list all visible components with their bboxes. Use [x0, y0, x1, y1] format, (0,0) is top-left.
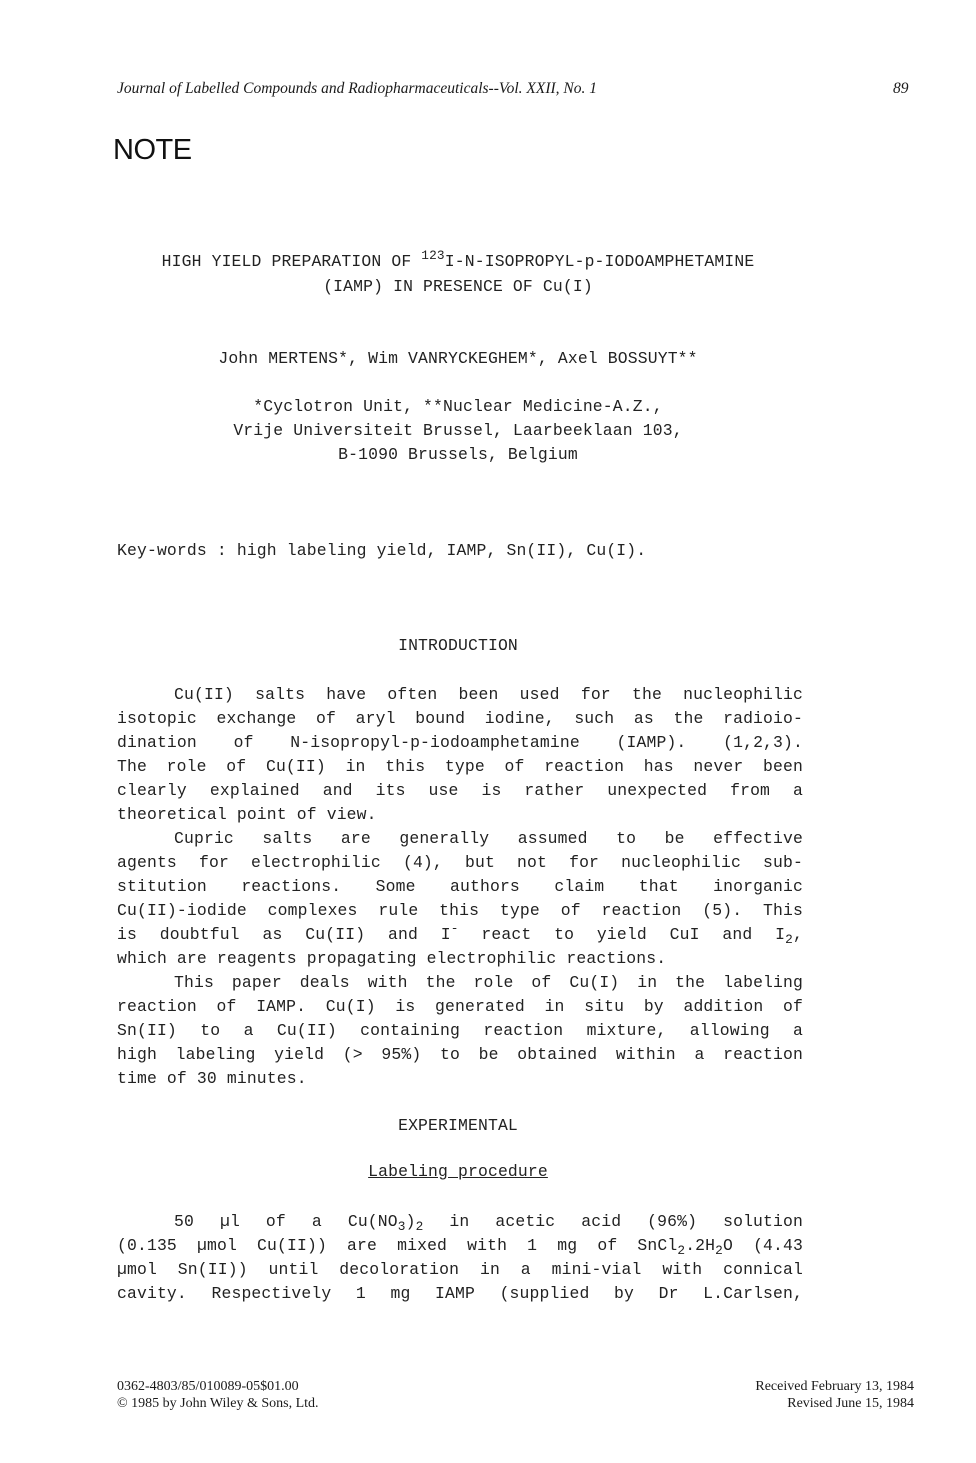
revised-date: Revised June 15, 1984	[787, 1396, 914, 1411]
title-line-2: (IAMP) IN PRESENCE OF Cu(I)	[323, 277, 593, 296]
authors: John MERTENS*, Wim VANRYCKEGHEM*, Axel BOSSUYT**	[218, 349, 698, 368]
text-line: Cupric salts are generally assumed to be effective	[174, 829, 803, 848]
text-line: (0.135 µmol Cu(II)) are mixed with 1 mg of $SnCl_2.2H_2O$ (4.43	[117, 1236, 803, 1258]
text-line: time of 30 minutes.	[117, 1069, 307, 1088]
text-line: Cu(II) salts have often been used for the nucleophilic	[174, 685, 803, 704]
footer-code: 0362-4803/85/010089-05$01.00	[117, 1379, 299, 1394]
experimental-heading: EXPERIMENTAL	[398, 1116, 518, 1135]
footer-copyright	[117, 1378, 319, 1412]
affiliation-line: Vrije Universiteit Brussel, Laarbeeklaan 103,	[233, 421, 683, 440]
text-line: This paper deals with the role of Cu(I) in the labeling	[174, 973, 803, 992]
affiliation-line: B-1090 Brussels, Belgium	[338, 445, 578, 464]
footer-dates	[755, 1378, 914, 1412]
text-line: stitution reactions. Some authors claim that inorganic	[117, 877, 803, 896]
text-line: agents for electrophilic (4), but not for nucleophilic sub-	[117, 853, 803, 872]
text-line: reaction of IAMP. Cu(I) is generated in situ by addition of	[117, 997, 803, 1016]
labeling-procedure-subheading: Labeling procedure	[368, 1162, 548, 1181]
text-line: 50 µl of a $Cu(NO_3)_2$ in acetic acid (96%) solution	[174, 1212, 803, 1234]
keywords: Key-words : high labeling yield, IAMP, Sn(II), Cu(I).	[117, 541, 647, 560]
text-line: isotopic exchange of aryl bound iodine, such as the radioio-	[117, 709, 803, 728]
text-line: The role of Cu(II) in this type of reaction has never been	[117, 757, 803, 776]
footer-publisher: © 1985 by John Wiley & Sons, Ltd.	[117, 1396, 319, 1411]
title-line-1: HIGH YIELD PREPARATION OF $^{123}$I-N-ISOPROPYL-p-IODOAMPHETAMINE	[161, 247, 755, 271]
text-line: high labeling yield (> 95%) to be obtained within a reaction	[117, 1045, 803, 1064]
text-line: clearly explained and its use is rather unexpected from a	[117, 781, 803, 800]
text-line: dination of N-isopropyl-p-iodoamphetamine (IAMP). (1,2,3).	[117, 733, 803, 752]
text-line: cavity. Respectively 1 mg IAMP (supplied by Dr L.Carlsen,	[117, 1284, 803, 1303]
text-line: Sn(II) to a Cu(II) containing reaction mixture, allowing a	[117, 1021, 803, 1040]
journal-header: Journal of Labelled Compounds and Radiopharmaceuticals--Vol. XXII, No. 1	[117, 80, 598, 97]
received-date: Received February 13, 1984	[755, 1379, 914, 1394]
introduction-paragraph-2	[117, 827, 803, 971]
text-line: Cu(II)-iodide complexes rule this type of reaction (5). This	[117, 901, 803, 920]
note-label: NOTE	[113, 134, 192, 166]
experimental-paragraph	[117, 1210, 803, 1306]
page-number: 89	[893, 80, 909, 97]
affiliation-line: *Cyclotron Unit, **Nuclear Medicine-A.Z.,	[253, 397, 663, 416]
text-line: which are reagents propagating electrophilic reactions.	[117, 949, 667, 968]
text-line: theoretical point of view.	[117, 805, 377, 824]
introduction-heading: INTRODUCTION	[398, 636, 518, 655]
text-line: µmol Sn(II)) until decoloration in a mini-vial with connical	[117, 1260, 803, 1279]
introduction-paragraph-3	[117, 971, 803, 1091]
text-line: is doubtful as Cu(II) and I- react to yield CuI and $I_2$,	[117, 920, 803, 947]
introduction-paragraph-1	[117, 683, 803, 827]
